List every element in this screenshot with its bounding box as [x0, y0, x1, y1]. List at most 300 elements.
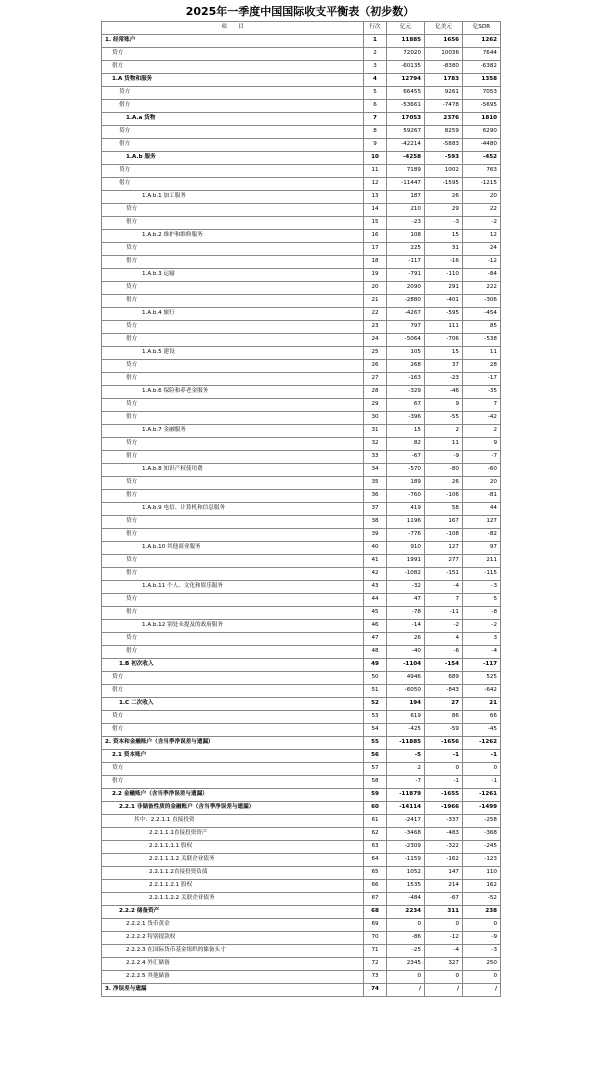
row-label: 借方 [102, 529, 364, 542]
row-value-sdr: 0 [463, 971, 501, 984]
row-value-cny: 2 [387, 763, 425, 776]
row-value-cny: -78 [387, 607, 425, 620]
table-row [102, 438, 501, 451]
row-line-number: 65 [364, 867, 387, 880]
row-value-cny: -11447 [387, 178, 425, 191]
row-value-usd: -23 [425, 373, 463, 386]
row-value-sdr: 2 [463, 425, 501, 438]
row-value-usd: -593 [425, 152, 463, 165]
table-row [102, 100, 501, 113]
table-row [102, 932, 501, 945]
row-value-sdr: 66 [463, 711, 501, 724]
row-value-usd: 26 [425, 191, 463, 204]
row-line-number: 70 [364, 932, 387, 945]
row-value-cny: -25 [387, 945, 425, 958]
row-value-sdr: -4480 [463, 139, 501, 152]
row-value-cny: 7189 [387, 165, 425, 178]
row-value-cny: -425 [387, 724, 425, 737]
row-label: 贷方 [102, 438, 364, 451]
table-row [102, 555, 501, 568]
row-value-usd: -67 [425, 893, 463, 906]
row-label: 贷方 [102, 48, 364, 61]
table-row [102, 269, 501, 282]
table-row [102, 477, 501, 490]
row-value-sdr: -17 [463, 373, 501, 386]
row-value-cny: 1991 [387, 555, 425, 568]
row-line-number: 33 [364, 451, 387, 464]
row-label: 1. 经常账户 [102, 35, 364, 48]
table-row [102, 126, 501, 139]
row-value-usd: 9261 [425, 87, 463, 100]
row-value-sdr: -5695 [463, 100, 501, 113]
row-line-number: 40 [364, 542, 387, 555]
row-value-usd: 214 [425, 880, 463, 893]
row-value-usd: 37 [425, 360, 463, 373]
row-value-sdr: 0 [463, 763, 501, 776]
table-row [102, 802, 501, 815]
row-value-sdr: -117 [463, 659, 501, 672]
row-value-cny: 66455 [387, 87, 425, 100]
row-value-cny: 2345 [387, 958, 425, 971]
row-value-sdr: 6290 [463, 126, 501, 139]
table-row [102, 854, 501, 867]
row-value-cny: -14 [387, 620, 425, 633]
row-value-usd: -5883 [425, 139, 463, 152]
table-row [102, 867, 501, 880]
table-row [102, 516, 501, 529]
table-row [102, 945, 501, 958]
row-label: 贷方 [102, 321, 364, 334]
row-value-sdr: 12 [463, 230, 501, 243]
row-value-sdr: 7053 [463, 87, 501, 100]
row-value-usd: -9 [425, 451, 463, 464]
row-label: 2.2.1.1.2直接投资负债 [102, 867, 364, 880]
row-value-cny: 12794 [387, 74, 425, 87]
row-line-number: 49 [364, 659, 387, 672]
table-row [102, 672, 501, 685]
row-label: 2.1 资本账户 [102, 750, 364, 763]
row-value-cny: 105 [387, 347, 425, 360]
row-value-usd: -322 [425, 841, 463, 854]
row-line-number: 52 [364, 698, 387, 711]
row-value-sdr: 1262 [463, 35, 501, 48]
row-value-sdr: -2 [463, 620, 501, 633]
table-row [102, 360, 501, 373]
row-value-sdr: 250 [463, 958, 501, 971]
row-label: 借方 [102, 100, 364, 113]
row-value-cny: 2090 [387, 282, 425, 295]
row-value-usd: 2376 [425, 113, 463, 126]
table-header [102, 22, 501, 35]
row-label: 贷方 [102, 594, 364, 607]
row-line-number: 30 [364, 412, 387, 425]
row-value-sdr: -1 [463, 776, 501, 789]
row-value-sdr: -84 [463, 269, 501, 282]
row-line-number: 28 [364, 386, 387, 399]
row-line-number: 31 [364, 425, 387, 438]
row-label: 其中：2.2.1.1 直接投资 [102, 815, 364, 828]
row-value-cny: 619 [387, 711, 425, 724]
row-line-number: 8 [364, 126, 387, 139]
row-label: 2.2.1.1.1直接投资资产 [102, 828, 364, 841]
row-label: 1.B 初次收入 [102, 659, 364, 672]
row-value-sdr: -7 [463, 451, 501, 464]
row-value-cny: 1535 [387, 880, 425, 893]
row-label: 1.A.b.8 知识产权使用费 [102, 464, 364, 477]
row-label: 2.2.1.1.1.2 关联企业债务 [102, 854, 364, 867]
table-row [102, 399, 501, 412]
row-value-sdr: 763 [463, 165, 501, 178]
row-value-sdr: -3 [463, 581, 501, 594]
row-label: 借方 [102, 256, 364, 269]
row-value-cny: 268 [387, 360, 425, 373]
row-value-cny: 2234 [387, 906, 425, 919]
row-label: 2.2.1.1.2.2 关联企业债务 [102, 893, 364, 906]
row-value-usd: -1 [425, 776, 463, 789]
row-value-usd: 11 [425, 438, 463, 451]
row-value-cny: -117 [387, 256, 425, 269]
row-value-cny: -6050 [387, 685, 425, 698]
row-value-sdr: 24 [463, 243, 501, 256]
row-label: 借方 [102, 776, 364, 789]
row-line-number: 29 [364, 399, 387, 412]
table-row [102, 724, 501, 737]
row-label: 2.2.2.4 外汇储备 [102, 958, 364, 971]
row-label: 借方 [102, 685, 364, 698]
row-value-usd: 27 [425, 698, 463, 711]
row-value-cny: -40 [387, 646, 425, 659]
row-value-sdr: -42 [463, 412, 501, 425]
row-label: 借方 [102, 568, 364, 581]
table-row [102, 841, 501, 854]
row-line-number: 42 [364, 568, 387, 581]
row-value-sdr: 97 [463, 542, 501, 555]
balance-of-payments-table [101, 21, 501, 997]
row-line-number: 14 [364, 204, 387, 217]
table-row [102, 542, 501, 555]
row-value-usd: -3 [425, 217, 463, 230]
row-value-cny: -3468 [387, 828, 425, 841]
row-value-usd: 4 [425, 633, 463, 646]
row-line-number: 18 [364, 256, 387, 269]
table-row [102, 607, 501, 620]
row-value-cny: 1052 [387, 867, 425, 880]
row-line-number: 19 [364, 269, 387, 282]
row-label: 贷方 [102, 360, 364, 373]
row-value-usd: 2 [425, 425, 463, 438]
row-value-sdr: 20 [463, 191, 501, 204]
table-row [102, 646, 501, 659]
row-value-usd: -7478 [425, 100, 463, 113]
row-label: 贷方 [102, 165, 364, 178]
row-value-cny: 0 [387, 971, 425, 984]
table-row [102, 243, 501, 256]
row-label: 借方 [102, 178, 364, 191]
row-value-usd: -4 [425, 945, 463, 958]
row-line-number: 62 [364, 828, 387, 841]
row-value-usd: 26 [425, 477, 463, 490]
row-value-cny: -60135 [387, 61, 425, 74]
row-value-cny: 26 [387, 633, 425, 646]
table-row [102, 711, 501, 724]
row-value-sdr: 11 [463, 347, 501, 360]
table-row [102, 178, 501, 191]
row-value-cny: -4267 [387, 308, 425, 321]
row-value-sdr: -642 [463, 685, 501, 698]
row-value-sdr: -245 [463, 841, 501, 854]
row-value-cny: 189 [387, 477, 425, 490]
row-value-cny: 11885 [387, 35, 425, 48]
row-value-cny: -5064 [387, 334, 425, 347]
row-line-number: 46 [364, 620, 387, 633]
row-value-sdr: 44 [463, 503, 501, 516]
row-label: 贷方 [102, 243, 364, 256]
row-value-sdr: 211 [463, 555, 501, 568]
table-row [102, 451, 501, 464]
row-value-sdr: 127 [463, 516, 501, 529]
row-label: 贷方 [102, 672, 364, 685]
row-value-usd: -483 [425, 828, 463, 841]
table-row [102, 74, 501, 87]
row-value-usd: 7 [425, 594, 463, 607]
row-value-cny: 225 [387, 243, 425, 256]
row-line-number: 34 [364, 464, 387, 477]
row-value-sdr: -538 [463, 334, 501, 347]
row-line-number: 47 [364, 633, 387, 646]
header-row [102, 22, 501, 35]
row-value-sdr: / [463, 984, 501, 997]
row-label: 借方 [102, 451, 364, 464]
row-label: 3. 净误差与遗漏 [102, 984, 364, 997]
header-item: 项 目 [102, 22, 364, 35]
row-value-cny: -2417 [387, 815, 425, 828]
table-row [102, 321, 501, 334]
row-label: 2.2.1 非储备性质的金融账户（含当季净误差与遗漏） [102, 802, 364, 815]
row-label: 借方 [102, 607, 364, 620]
table-row [102, 763, 501, 776]
row-value-usd: 9 [425, 399, 463, 412]
row-label: 贷方 [102, 711, 364, 724]
row-label: 借方 [102, 646, 364, 659]
row-label: 1.A.b.10 其他商业服务 [102, 542, 364, 555]
row-value-usd: -162 [425, 854, 463, 867]
row-value-usd: -16 [425, 256, 463, 269]
header-line: 行次 [364, 22, 387, 35]
row-value-sdr: -6382 [463, 61, 501, 74]
row-value-usd: -106 [425, 490, 463, 503]
row-line-number: 4 [364, 74, 387, 87]
row-value-cny: -14114 [387, 802, 425, 815]
row-line-number: 11 [364, 165, 387, 178]
row-value-sdr: 21 [463, 698, 501, 711]
row-value-cny: -53661 [387, 100, 425, 113]
row-value-usd: -706 [425, 334, 463, 347]
row-line-number: 13 [364, 191, 387, 204]
row-value-usd: 0 [425, 919, 463, 932]
row-value-cny: 797 [387, 321, 425, 334]
row-line-number: 53 [364, 711, 387, 724]
row-line-number: 22 [364, 308, 387, 321]
row-label: 1.A.b.5 建设 [102, 347, 364, 360]
row-value-usd: -154 [425, 659, 463, 672]
row-value-usd: -1 [425, 750, 463, 763]
row-label: 1.A.b.1 加工服务 [102, 191, 364, 204]
row-value-usd: 31 [425, 243, 463, 256]
row-value-usd: -337 [425, 815, 463, 828]
row-label: 借方 [102, 373, 364, 386]
row-line-number: 9 [364, 139, 387, 152]
row-label: 1.A.b.2 维护和维修服务 [102, 230, 364, 243]
row-line-number: 1 [364, 35, 387, 48]
table-row [102, 828, 501, 841]
row-line-number: 71 [364, 945, 387, 958]
row-value-cny: -329 [387, 386, 425, 399]
row-line-number: 48 [364, 646, 387, 659]
row-line-number: 23 [364, 321, 387, 334]
row-line-number: 26 [364, 360, 387, 373]
row-label: 1.A.b.7 金融服务 [102, 425, 364, 438]
row-value-usd: 10036 [425, 48, 463, 61]
table-row [102, 620, 501, 633]
table-row [102, 581, 501, 594]
row-value-cny: 47 [387, 594, 425, 607]
row-value-sdr: -12 [463, 256, 501, 269]
row-value-sdr: -1 [463, 750, 501, 763]
row-value-cny: -4258 [387, 152, 425, 165]
header-sdr: 亿SDR [463, 22, 501, 35]
table-row [102, 165, 501, 178]
row-label: 2. 资本和金融账户（含当季净误差与遗漏） [102, 737, 364, 750]
row-value-cny: 419 [387, 503, 425, 516]
row-line-number: 69 [364, 919, 387, 932]
row-value-sdr: 7 [463, 399, 501, 412]
row-value-sdr: 3 [463, 633, 501, 646]
row-value-cny: -2880 [387, 295, 425, 308]
row-value-sdr: -60 [463, 464, 501, 477]
table-row [102, 633, 501, 646]
row-value-usd: -401 [425, 295, 463, 308]
row-value-cny: -7 [387, 776, 425, 789]
row-line-number: 25 [364, 347, 387, 360]
table-row [102, 906, 501, 919]
row-label: 1.A.a 货物 [102, 113, 364, 126]
row-value-cny: 82 [387, 438, 425, 451]
row-value-cny: -396 [387, 412, 425, 425]
row-line-number: 21 [364, 295, 387, 308]
table-row [102, 958, 501, 971]
row-line-number: 36 [364, 490, 387, 503]
row-value-cny: -32 [387, 581, 425, 594]
row-value-cny: -776 [387, 529, 425, 542]
row-label: 借方 [102, 412, 364, 425]
row-value-cny: -42214 [387, 139, 425, 152]
table-row [102, 373, 501, 386]
table-row [102, 503, 501, 516]
row-value-usd: 277 [425, 555, 463, 568]
row-value-cny: -570 [387, 464, 425, 477]
row-value-sdr: -9 [463, 932, 501, 945]
row-value-sdr: 85 [463, 321, 501, 334]
row-line-number: 17 [364, 243, 387, 256]
row-value-cny: 15 [387, 425, 425, 438]
row-line-number: 59 [364, 789, 387, 802]
header-usd: 亿美元 [425, 22, 463, 35]
row-label: 贷方 [102, 633, 364, 646]
row-label: 借方 [102, 61, 364, 74]
table-row [102, 334, 501, 347]
row-value-usd: -6 [425, 646, 463, 659]
row-value-sdr: 110 [463, 867, 501, 880]
row-value-usd: 291 [425, 282, 463, 295]
row-label: 贷方 [102, 477, 364, 490]
row-value-usd: 689 [425, 672, 463, 685]
row-line-number: 66 [364, 880, 387, 893]
table-row [102, 61, 501, 74]
row-label: 1.A 货物和服务 [102, 74, 364, 87]
table-row [102, 386, 501, 399]
row-value-sdr: 0 [463, 919, 501, 932]
table-row [102, 893, 501, 906]
row-line-number: 6 [364, 100, 387, 113]
table-row [102, 594, 501, 607]
table-row [102, 698, 501, 711]
row-value-cny: 187 [387, 191, 425, 204]
row-label: 2.2.2.5 其他储备 [102, 971, 364, 984]
row-value-sdr: 222 [463, 282, 501, 295]
row-value-sdr: -52 [463, 893, 501, 906]
row-value-sdr: 9 [463, 438, 501, 451]
row-value-usd: -46 [425, 386, 463, 399]
row-line-number: 12 [364, 178, 387, 191]
row-line-number: 57 [364, 763, 387, 776]
row-line-number: 24 [364, 334, 387, 347]
row-value-usd: 15 [425, 347, 463, 360]
row-value-usd: -8380 [425, 61, 463, 74]
row-line-number: 45 [364, 607, 387, 620]
row-label: 2.2.2.3 在国际货币基金组织的储备头寸 [102, 945, 364, 958]
row-value-cny: 108 [387, 230, 425, 243]
row-value-usd: -2 [425, 620, 463, 633]
row-label: 1.A.b.12 别处未提及的政府服务 [102, 620, 364, 633]
row-line-number: 61 [364, 815, 387, 828]
table-row [102, 971, 501, 984]
header-cny: 亿元 [387, 22, 425, 35]
row-value-sdr: -45 [463, 724, 501, 737]
row-line-number: 63 [364, 841, 387, 854]
table-row [102, 412, 501, 425]
row-value-usd: -110 [425, 269, 463, 282]
row-value-sdr: -82 [463, 529, 501, 542]
row-label: 贷方 [102, 204, 364, 217]
row-label: 贷方 [102, 763, 364, 776]
row-label: 借方 [102, 295, 364, 308]
row-value-cny: -1104 [387, 659, 425, 672]
row-value-sdr: 238 [463, 906, 501, 919]
row-value-usd: -151 [425, 568, 463, 581]
row-label: 借方 [102, 334, 364, 347]
row-value-sdr: -35 [463, 386, 501, 399]
row-value-usd: -595 [425, 308, 463, 321]
row-value-usd: 15 [425, 230, 463, 243]
table-row [102, 191, 501, 204]
row-label: 借方 [102, 724, 364, 737]
row-line-number: 51 [364, 685, 387, 698]
row-value-usd: 58 [425, 503, 463, 516]
row-line-number: 32 [364, 438, 387, 451]
table-row [102, 529, 501, 542]
row-value-sdr: 20 [463, 477, 501, 490]
row-line-number: 56 [364, 750, 387, 763]
